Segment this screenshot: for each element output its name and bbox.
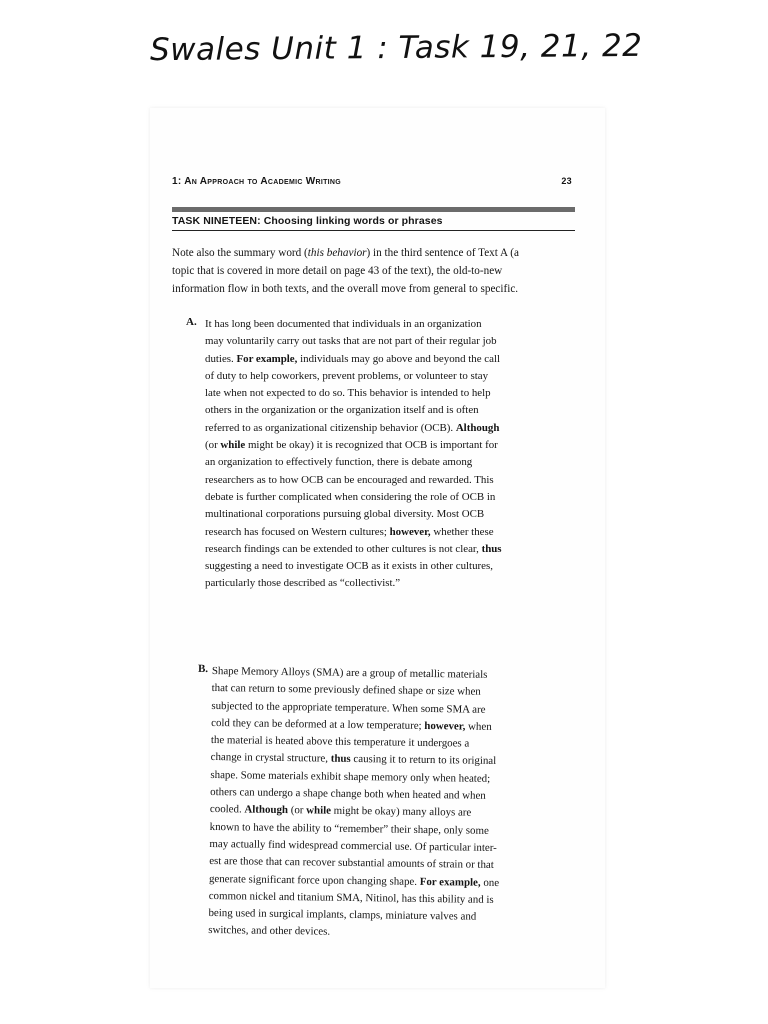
task-underline (172, 230, 575, 231)
passage-b (208, 663, 570, 945)
passage-line: subjected to the appropriate temperature. When some SMA are (211, 699, 486, 716)
intro-line: topic that is covered in more detail on page 43 of the text), the old-to-new (172, 265, 503, 277)
passage-line: others can undergo a shape change both when heated and when (210, 786, 486, 802)
passage-line: (or while might be okay) it is recognized that OCB is important for (205, 439, 498, 452)
passage-line: particularly those described as “collectivist.” (205, 577, 401, 590)
passage-line: that can return to some previously defined shape or size when (211, 682, 481, 699)
page-number: 23 (561, 176, 572, 186)
task-divider (172, 207, 575, 212)
running-header (172, 176, 572, 187)
passage-line: est are those that can recover substantial amounts of strain or that (209, 855, 494, 872)
passage-line: being used in surgical implants, clamps, miniature valves and (208, 907, 477, 923)
passage-line: cooled. Although (or while might be okay) many alloys are (209, 803, 472, 820)
passage-line: may voluntarily carry out tasks that are not part of their regular job (205, 335, 497, 348)
passage-line: referred to as organizational citizenship behavior (OCB). Although (205, 421, 500, 434)
passage-line: It has long been documented that individuals in an organization (205, 318, 482, 330)
passage-line: others in the organization or the organization itself and is often (205, 404, 479, 417)
passage-line: the material is heated above this temperature it undergoes a (210, 734, 470, 750)
passage-a-marker: A. (186, 316, 197, 328)
passage-line: Shape Memory Alloys (SMA) are a group of metallic materials (211, 664, 488, 681)
passage-a (205, 316, 565, 593)
passage-line: research has focused on Western cultures; however, whether these (205, 525, 494, 538)
intro-line: Note also the summary word (this behavior) in the third sentence of Text A (a (172, 247, 519, 259)
intro-paragraph (172, 244, 576, 298)
passage-line: debate is further complicated when considering the role of OCB in (205, 490, 496, 503)
passage-line: may actually find widespread commercial use. Of particular inter- (209, 837, 497, 854)
passage-line: an organization to effectively function, there is debate among (205, 456, 473, 469)
passage-line: shape. Some materials exhibit shape memory only when heated; (210, 768, 491, 785)
passage-line: suggesting a need to investigate OCB as it exists in other cultures, (205, 560, 493, 573)
passage-line: switches, and other devices. (208, 924, 331, 939)
passage-line: cold they can be deformed at a low temperature; however, when (211, 716, 492, 733)
passage-b-marker: B. (197, 662, 209, 676)
passage-line: of duty to help coworkers, prevent problems, or volunteer to stay (205, 369, 489, 382)
chapter-title: 1: An Approach to Academic Writing (172, 176, 342, 187)
passage-line: late when not expected to do so. This behavior is intended to help (205, 387, 491, 400)
passage-line: research findings can be extended to other cultures is not clear, thus (205, 542, 502, 555)
passage-line: generate significant force upon changing shape. For example, one (208, 872, 500, 889)
passage-line: researchers as to how OCB can be encouraged and rewarded. This (205, 473, 494, 486)
passage-line: change in crystal structure, thus causing it to return to its original (210, 751, 497, 768)
intro-line: information flow in both texts, and the overall move from general to specific. (172, 283, 519, 295)
passage-line: duties. For example, individuals may go above and beyond the call (205, 352, 501, 365)
passage-line: common nickel and titanium SMA, Nitinol, has this ability and is (208, 889, 494, 906)
handwritten-title: Swales Unit 1 : Task 19, 21, 22 (149, 27, 643, 69)
task-heading: TASK NINETEEN: Choosing linking words or phrases (172, 215, 443, 227)
passage-line: multinational corporations pursuing global diversity. Most OCB (205, 508, 485, 521)
passage-line: known to have the ability to “remember” their shape, only some (209, 820, 489, 837)
